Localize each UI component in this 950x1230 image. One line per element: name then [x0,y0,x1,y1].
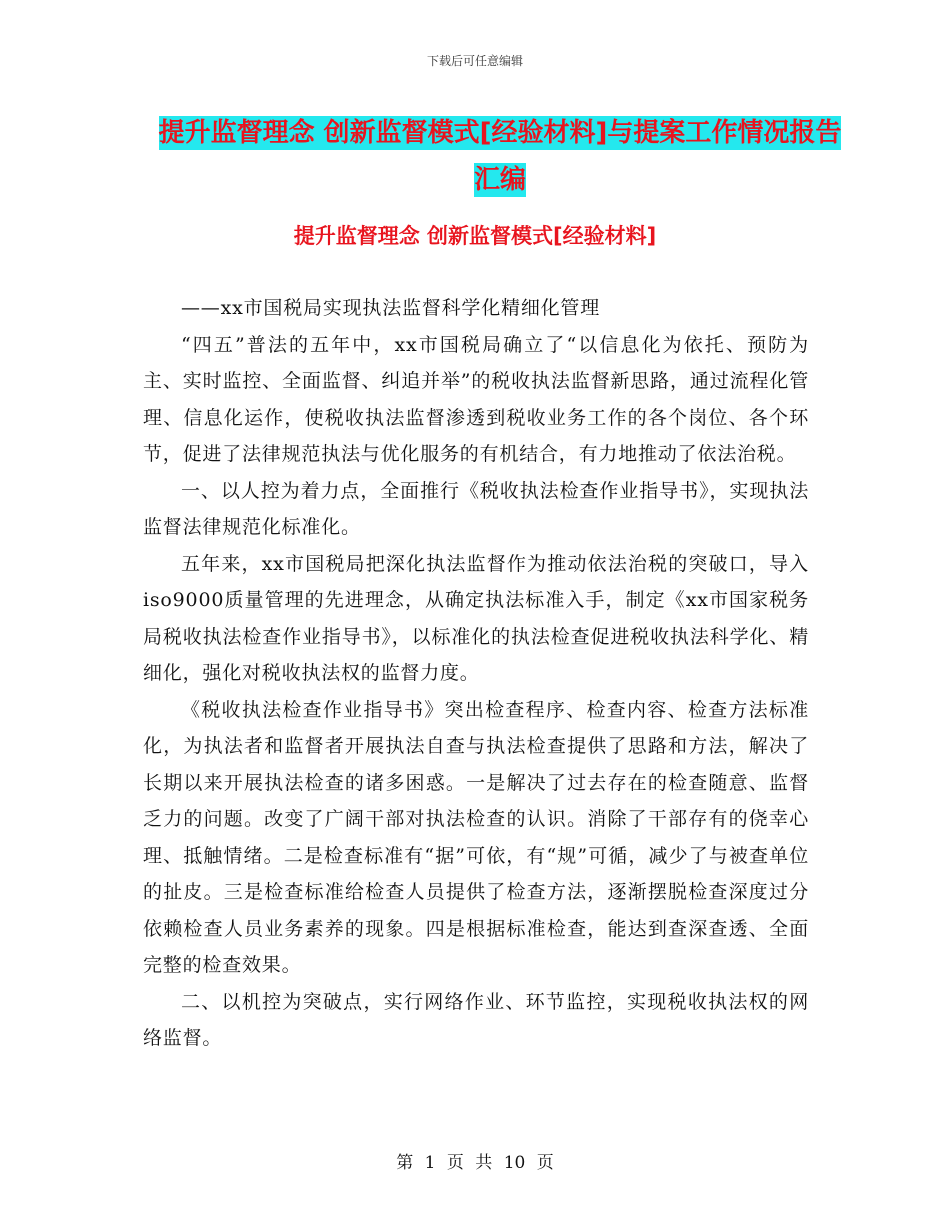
section-title: 提升监督理念 创新监督模式[经验材料] [293,224,657,248]
document-title-text: 提升监督理念 创新监督模式[经验材料]与提案工作情况报告汇编 [158,118,842,195]
body-paragraph: 二、以机控为突破点，实行网络作业、环节监控，实现税收执法权的网络监督。 [143,990,809,1049]
subtitle-paragraph: ——xx市国税局实现执法监督科学化精细化管理 [181,297,601,319]
body-paragraph: 一、以人控为着力点，全面推行《税收执法检查作业指导书》，实现执法监督法律规范化标准化。 [143,479,809,538]
page-number: 第 1 页 共 10 页 [396,1153,554,1173]
document-body [143,290,809,1057]
body-paragraph: 《税收执法检查作业指导书》突出检查程序、检查内容、检查方法标准化，为执法者和监督者开展执法自查与执法检查提供了思路和方法，解决了长期以来开展执法检查的诸多困惑。一是解决了过去存在的检查随意、监督乏力的问题。改变了广阔干部对执法检查的认识。消除了干部存有的侥幸心理、抵触情绪。二是检查标准有“据”可依，有“规”可循，减少了与被查单位的扯皮。三是检查标准给检查人员提供了检查方法，逐渐摆脱检查深度过分依赖检查人员业务素养的现象。四是根据标准检查，能达到查深查透、全面完整的检查效果。 [143,698,809,976]
body-paragraph: 五年来，xx市国税局把深化执法监督作为推动依法治税的突破口，导入iso9000质量管理的先进理念，从确定执法标准入手，制定《xx市国家税务局税收执法检查作业指导书》，以标准化的执法检查促进税收执法科学化、精细化，强化对税收执法权的监督力度。 [143,552,809,684]
body-paragraph: “四五”普法的五年中，xx市国税局确立了“以信息化为依托、预防为主、实时监控、全面监督、纠追并举”的税收执法监督新思路，通过流程化管理、信息化运作，使税收执法监督渗透到税收业务工作的各个岗位、各个环节，促进了法律规范执法与优化服务的有机结合，有力地推动了依法治税。 [143,333,809,465]
page-header-note: 下载后可任意编辑 [426,54,523,68]
document-title [150,110,850,204]
